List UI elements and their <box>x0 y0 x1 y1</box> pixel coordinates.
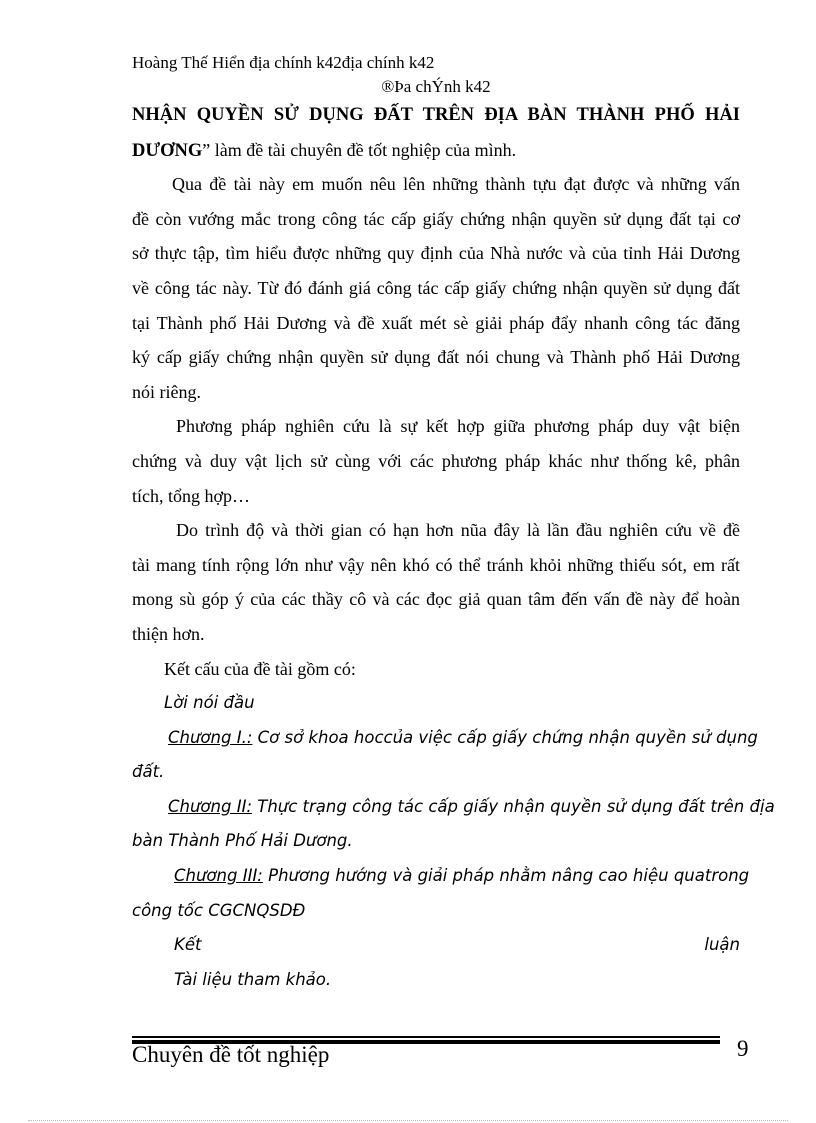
body-line: thiện hơn. <box>132 623 205 644</box>
running-header: Hoàng Thế Hiển địa chính k42địa chính k42 <box>132 53 435 72</box>
body-line: về công tác này. Từ đó đánh giá công tác cấp giấy chứng nhận quyền sử dụng đất <box>132 277 740 298</box>
outline-intro: Lời nói đầu <box>164 693 255 713</box>
body-line: đề còn vướng mắc trong công tác cấp giấy chứng nhận quyền sử dụng đất tại cơ <box>132 208 740 229</box>
body-line: tại Thành phố Hải Dương và đề xuất mét sè giải pháp đẩy nhanh công tác đăng <box>132 312 740 333</box>
chapter-1-title: Cơ sở khoa hoccủa việc cấp giấy chứng nhận quyền sử dụng <box>252 727 758 747</box>
conclusion-word-2: luận <box>704 935 740 955</box>
outline-chapter-1-cont: đất. <box>132 762 165 782</box>
chapter-3-label: Chương III: <box>174 866 263 886</box>
body-line: chứng và duy vật lịch sử cùng với các phương pháp khác như thống kê, phân <box>132 450 740 471</box>
body-line: mong sù góp ý của các thầy cô và các đọc giả quan tâm đến vấn đề này để hoàn <box>132 589 740 610</box>
body-line <box>132 133 740 168</box>
body-line-text: làm đề tài chuyên đề tốt nghiệp của mình. <box>214 139 517 160</box>
body-line: nói riêng. <box>132 381 201 402</box>
outline-conclusion <box>132 928 740 963</box>
conclusion-word-1: Kết <box>174 935 202 955</box>
body-line: Phương pháp nghiên cứu là sự kết hợp giữa phương pháp duy vật biện <box>176 416 740 437</box>
chapter-2-label: Chương II: <box>168 796 252 816</box>
footer-title: Chuyên đề tốt nghiệp <box>132 1042 330 1067</box>
page-number: 9 <box>737 1036 749 1061</box>
body-line: Kết cấu của đề tài gồm có: <box>164 658 356 679</box>
body-line: sở thực tập, tìm hiểu được những quy định của Nhà nước và của tỉnh Hải Dương <box>132 243 740 264</box>
page-bottom-divider <box>28 1120 788 1121</box>
document-body <box>132 98 775 997</box>
running-header-secondary: ®Þa chÝnh k42 <box>381 77 491 96</box>
chapter-2-title: Thực trạng công tác cấp giấy nhận quyền sử dụng đất trên địa <box>252 796 775 816</box>
quote-mark: ” <box>202 139 211 160</box>
outline-chapter-3 <box>132 859 750 894</box>
body-line: Do trình độ và thời gian có hạn hơn nũa đây là lần đầu nghiên cứu về đề <box>176 520 740 541</box>
bold-word: DƯƠNG <box>132 140 203 161</box>
outline-references: Tài liệu tham khảo. <box>174 969 332 989</box>
body-line: Qua đề tài này em muốn nêu lên những thành tựu đạt được và những vấn <box>172 174 740 195</box>
body-line: tài mang tính rộng lớn như vậy nên khó có thể tránh khỏi những thiếu sót, em rất <box>132 554 740 575</box>
outline-chapter-3-cont: công tốc CGCNQSDĐ <box>132 900 306 920</box>
body-line: tích, tổng hợp… <box>132 485 251 506</box>
body-line: NHẬN QUYỀN SỬ DỤNG ĐẤT TRÊN ĐỊA BÀN THÀNH PHỐ HẢI <box>132 105 740 125</box>
footer-rule-thin <box>132 1036 720 1038</box>
chapter-3-title: Phương hướng và giải pháp nhằm nâng cao hiệu quatrong <box>262 866 750 886</box>
outline-chapter-2-cont: bàn Thành Phố Hải Dương. <box>132 831 353 851</box>
outline-chapter-1 <box>132 721 758 756</box>
outline-chapter-2 <box>132 790 775 825</box>
body-line: ký cấp giấy chứng nhận quyền sử dụng đất nói chung và Thành phố Hải Dương <box>132 347 740 368</box>
chapter-1-label: Chương I.: <box>168 727 253 747</box>
